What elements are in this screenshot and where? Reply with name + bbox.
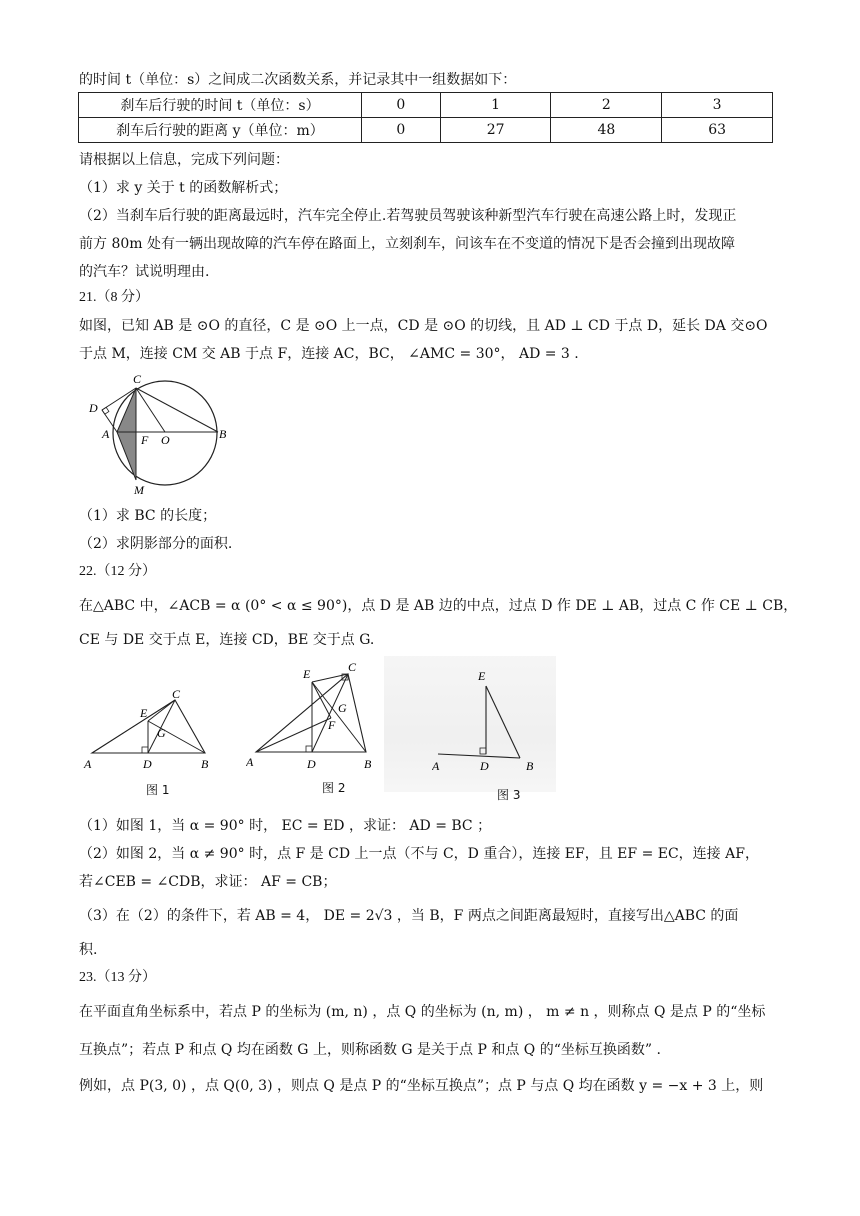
question-number-22: 22.（12 分）: [79, 564, 156, 579]
label: D: [307, 757, 316, 771]
question-text: 在平面直角坐标系中，若点 P 的坐标为 (m, n) ，点 Q 的坐标为 (n, m) ， m ≠ n ，则称点 Q 是点 P 的“坐标: [79, 1004, 766, 1020]
table-cell: 0: [362, 118, 441, 143]
label: B: [219, 427, 227, 441]
question-text: 如图，已知 AB 是 ⊙O 的直径，C 是 ⊙O 上一点，CD 是 ⊙O 的切线，且 AD ⊥ CD 于点 D，延长 DA 交⊙O: [79, 318, 768, 334]
figure-3: [432, 664, 542, 774]
question-part: 前方 80m 处有一辆出现故障的汽车停在路面上，立刻刹车，问该车在不变道的情况下是否会撞到出现故障: [79, 236, 735, 252]
question-part: （1）如图 1，当 α = 90° 时， EC = ED ，求证： AD = BC ；: [79, 818, 492, 834]
question-text: 例如，点 P(3, 0) ，点 Q(0, 3) ，则点 Q 是点 P 的“坐标互换点”；点 P 与点 Q 均在函数 y = −x + 3 上，则: [79, 1078, 764, 1094]
table-cell: 刹车后行驶的距离 y（单位：m）: [79, 118, 362, 143]
question-text: CE 与 DE 交于点 E，连接 CD，BE 交于点 G.: [79, 632, 375, 648]
label: C: [348, 660, 357, 674]
figure-caption: 图 3: [497, 788, 521, 802]
question-number-23: 23.（13 分）: [79, 970, 156, 985]
label: D: [480, 759, 489, 773]
label: A: [84, 757, 92, 771]
label: F: [141, 433, 149, 447]
label: A: [102, 427, 110, 441]
label: G: [338, 701, 347, 715]
table-cell: 3: [662, 93, 773, 118]
label: E: [303, 667, 311, 681]
table-cell: 0: [362, 93, 441, 118]
question-part: （1）求 y 关于 t 的函数解析式；: [79, 180, 288, 196]
table-cell: 2: [551, 93, 662, 118]
table-cell: 48: [551, 118, 662, 143]
label: A: [432, 759, 440, 773]
table-cell: 27: [440, 118, 551, 143]
question-text: 在△ABC 中，∠ACB = α (0° < α ≤ 90°)，点 D 是 AB 边的中点，过点 D 作 DE ⊥ AB，过点 C 作 CE ⊥ CB，: [79, 598, 798, 614]
label: C: [172, 687, 181, 701]
label: B: [364, 757, 372, 771]
question-part: （2）当刹车后行驶的距离最远时，汽车完全停止.若驾驶员驾驶该种新型汽车行驶在高速公路上时，发现正: [79, 208, 737, 224]
label: O: [161, 433, 170, 447]
question-part: 的汽车？试说明理由.: [79, 264, 210, 280]
circle-figure: [82, 372, 242, 498]
label: M: [134, 483, 144, 497]
question-part: （2）求阴影部分的面积.: [79, 536, 233, 552]
data-table: [78, 92, 773, 143]
table-cell: 刹车后行驶的时间 t（单位：s）: [79, 93, 362, 118]
label: A: [246, 755, 254, 769]
table-row: [79, 118, 773, 143]
label: E: [478, 669, 486, 683]
label: B: [201, 757, 209, 771]
label: C: [133, 372, 142, 386]
table-cell: 1: [440, 93, 551, 118]
question-part: 积.: [79, 942, 98, 958]
figure-caption: 图 1: [146, 783, 170, 797]
question-number-21: 21.（8 分）: [79, 290, 149, 305]
question-part: （2）如图 2，当 α ≠ 90° 时，点 F 是 CD 上一点（不与 C，D 重合），连接 EF，且 EF = EC，连接 AF，: [79, 846, 759, 862]
label: G: [157, 726, 166, 740]
question-part: （1）求 BC 的长度；: [79, 508, 217, 524]
figure-2: [246, 660, 382, 774]
question-part: （3）在（2）的条件下，若 AB = 4， DE = 2√3 ，当 B，F 两点之间距离最短时，直接写出△ABC 的面: [79, 908, 739, 924]
label: D: [143, 757, 152, 771]
instruction-line: 请根据以上信息，完成下列问题：: [79, 152, 289, 168]
question-part: 若∠CEB = ∠CDB，求证： AF = CB；: [79, 874, 337, 890]
label: B: [526, 759, 534, 773]
question-text: 于点 M，连接 CM 交 AB 于点 F，连接 AC，BC， ∠AMC = 30°， AD = 3 .: [79, 346, 579, 362]
question-text: 互换点”；若点 P 和点 Q 均在函数 G 上，则称函数 G 是关于点 P 和点 Q 的“坐标互换函数” .: [79, 1042, 661, 1058]
figure-caption: 图 2: [322, 781, 346, 795]
label: F: [328, 718, 336, 732]
table-row: [79, 93, 773, 118]
label: D: [89, 401, 98, 415]
figure-1: [80, 686, 220, 772]
intro-line: 的时间 t（单位：s）之间成二次函数关系，并记录其中一组数据如下：: [79, 72, 517, 88]
label: E: [140, 706, 148, 720]
table-cell: 63: [662, 118, 773, 143]
